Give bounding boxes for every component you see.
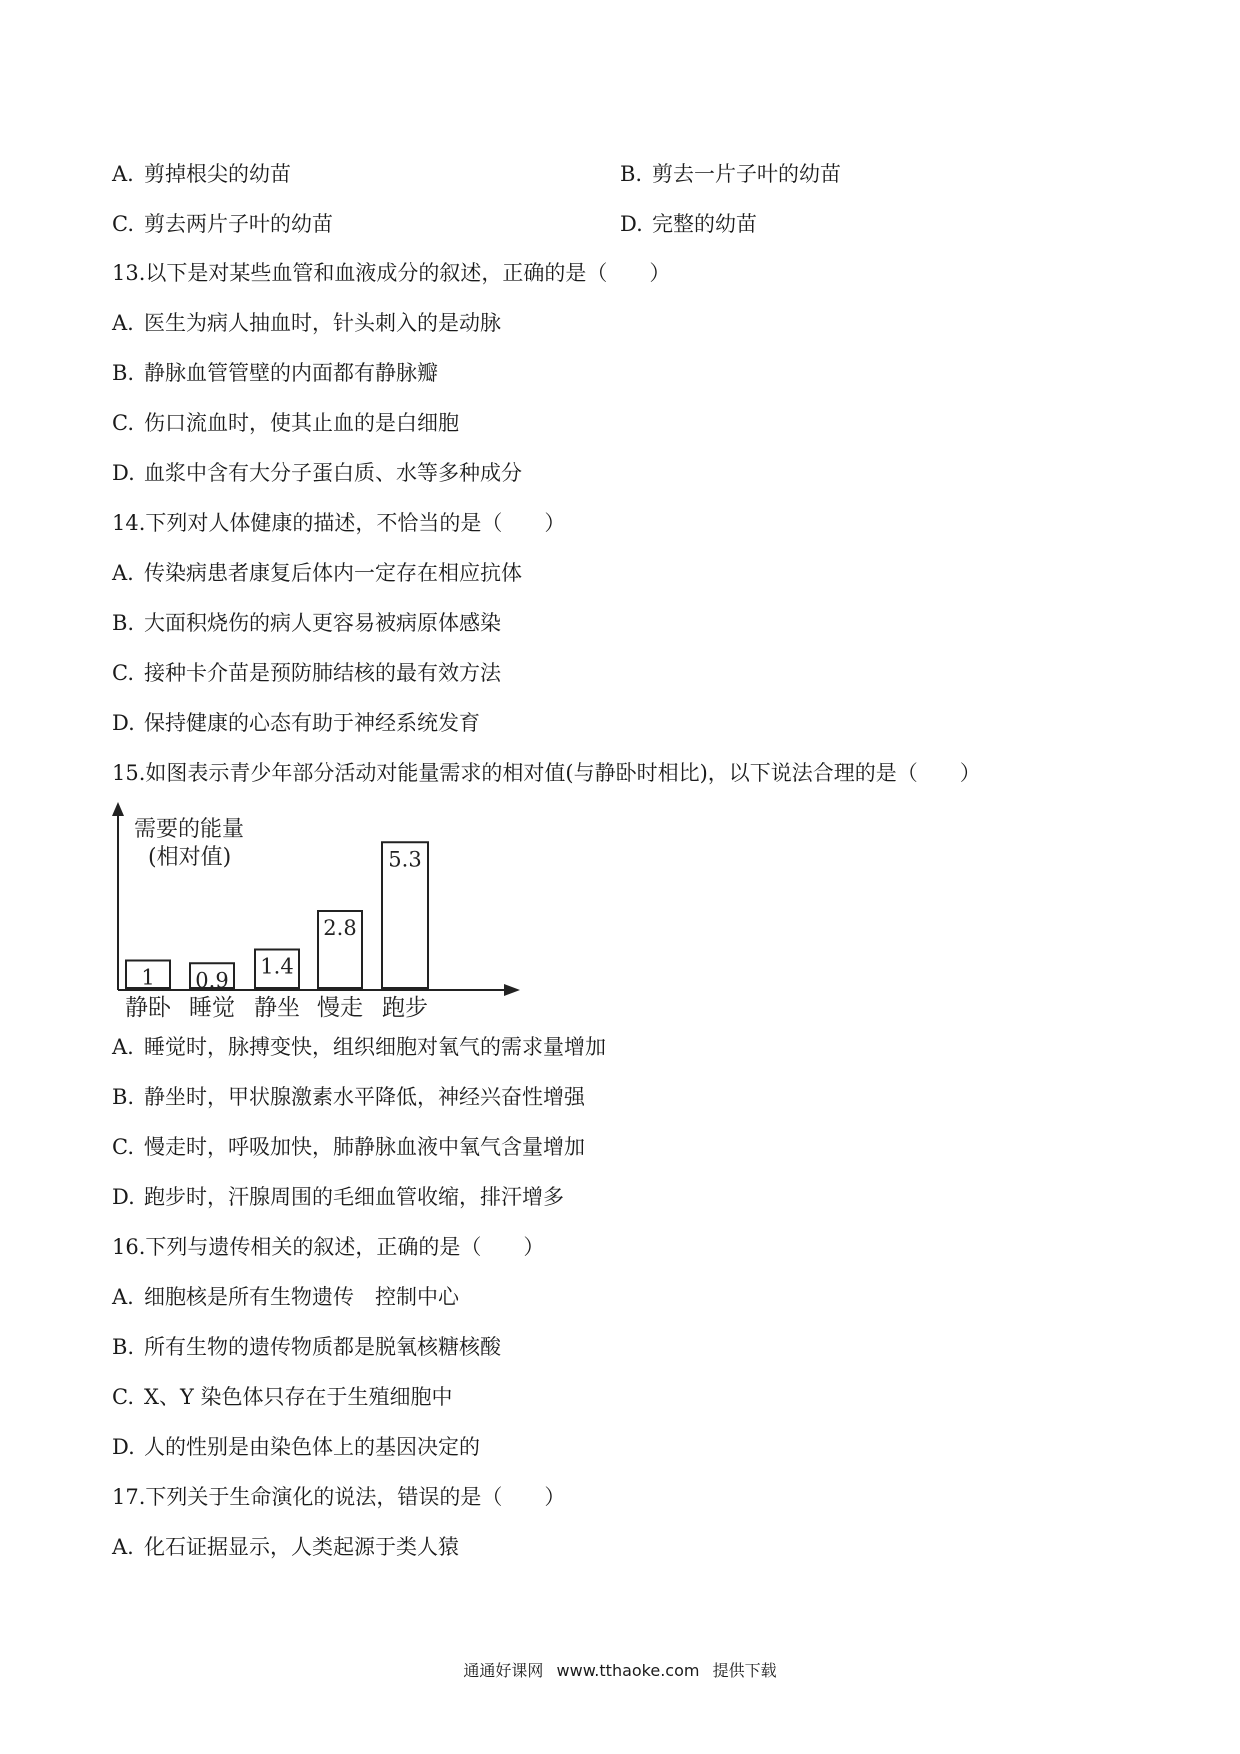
option-letter: D. bbox=[112, 461, 135, 485]
q16-option-d bbox=[112, 1433, 480, 1461]
option-letter: C. bbox=[112, 212, 134, 236]
option-text: 静坐时，甲状腺激素水平降低，神经兴奋性增强 bbox=[144, 1085, 585, 1109]
y-axis-label-line1: 需要的能量 bbox=[134, 817, 245, 842]
q15-option-c bbox=[112, 1133, 585, 1161]
q13-option-d bbox=[112, 459, 522, 487]
q16-option-c bbox=[112, 1383, 453, 1411]
option-text: 所有生物的遗传物质都是脱氧核糖核酸 bbox=[144, 1335, 501, 1359]
option-letter: A. bbox=[112, 311, 134, 335]
q12-option-d bbox=[620, 210, 757, 238]
option-letter: A. bbox=[112, 1035, 134, 1059]
option-letter: A. bbox=[112, 1535, 134, 1559]
q15-option-a bbox=[112, 1033, 606, 1061]
bar-value-label-3: 1.4 bbox=[260, 954, 294, 979]
option-letter: C. bbox=[112, 411, 134, 435]
option-letter: C. bbox=[112, 661, 134, 685]
bar-value-label-2: 0.9 bbox=[195, 968, 229, 993]
option-letter: D. bbox=[620, 212, 643, 236]
option-text: 慢走时，呼吸加快，肺静脉血液中氧气含量增加 bbox=[144, 1135, 585, 1159]
page-footer bbox=[0, 1658, 1240, 1681]
q16-option-b bbox=[112, 1333, 501, 1361]
option-text: 医生为病人抽血时，针头刺入的是动脉 bbox=[144, 311, 501, 335]
option-text: 人的性别是由染色体上的基因决定的 bbox=[144, 1435, 480, 1459]
footer-url[interactable]: www.tthaoke.com bbox=[556, 1661, 700, 1680]
option-text: 细胞核是所有生物遗传 控制中心 bbox=[144, 1285, 459, 1309]
option-letter: B. bbox=[112, 1085, 135, 1109]
q16-option-a bbox=[112, 1283, 459, 1311]
option-letter: C. bbox=[112, 1385, 134, 1409]
q14-option-b bbox=[112, 609, 501, 637]
category-label-3: 静坐 bbox=[254, 995, 300, 1021]
q16-stem: 16.下列与遗传相关的叙述，正确的是（ ） bbox=[112, 1235, 545, 1259]
category-label-4: 慢走 bbox=[317, 995, 363, 1021]
category-label-5: 跑步 bbox=[382, 995, 428, 1021]
category-label-1: 静卧 bbox=[125, 995, 171, 1021]
option-letter: B. bbox=[112, 361, 135, 385]
option-text: 静脉血管管壁的内面都有静脉瓣 bbox=[144, 361, 438, 385]
q17-stem: 17.下列关于生命演化的说法，错误的是（ ） bbox=[112, 1485, 566, 1509]
q15-option-d bbox=[112, 1183, 564, 1211]
option-text: 伤口流血时，使其止血的是白细胞 bbox=[144, 411, 459, 435]
option-letter: C. bbox=[112, 1135, 134, 1159]
option-text: 传染病患者康复后体内一定存在相应抗体 bbox=[144, 561, 522, 585]
q14-option-c bbox=[112, 659, 501, 687]
q17-option-a bbox=[112, 1533, 459, 1561]
q14-stem: 14.下列对人体健康的描述，不恰当的是（ ） bbox=[112, 511, 566, 535]
bar-value-label-4: 2.8 bbox=[323, 916, 357, 940]
q12-option-c bbox=[112, 210, 333, 238]
q15-option-b bbox=[112, 1083, 585, 1111]
category-label-2: 睡觉 bbox=[189, 995, 235, 1021]
chart-category-labels bbox=[125, 995, 428, 1021]
q13-option-a bbox=[112, 309, 501, 337]
q14-option-a bbox=[112, 559, 522, 587]
q15-stem: 15.如图表示青少年部分活动对能量需求的相对值(与静卧时相比)，以下说法合理的是（ ） bbox=[112, 761, 981, 785]
y-axis-label-line2: (相对值) bbox=[148, 845, 232, 870]
footer-suffix: 提供下载 bbox=[712, 1661, 777, 1680]
option-letter: A. bbox=[112, 561, 134, 585]
q13-option-c bbox=[112, 409, 459, 437]
option-text: 化石证据显示，人类起源于类人猿 bbox=[144, 1535, 459, 1559]
option-text: 大面积烧伤的病人更容易被病原体感染 bbox=[144, 611, 501, 635]
q13-option-b bbox=[112, 359, 438, 387]
option-text: 接种卡介苗是预防肺结核的最有效方法 bbox=[144, 661, 501, 685]
option-letter: B. bbox=[620, 162, 643, 186]
option-text: 剪去一片子叶的幼苗 bbox=[652, 162, 841, 186]
option-text: 睡觉时，脉搏变快，组织细胞对氧气的需求量增加 bbox=[144, 1035, 606, 1059]
option-letter: A. bbox=[112, 1285, 134, 1309]
option-text: 剪掉根尖的幼苗 bbox=[144, 162, 291, 186]
option-text: 保持健康的心态有助于神经系统发育 bbox=[144, 711, 480, 735]
bar-value-label-5: 5.3 bbox=[388, 847, 422, 872]
option-text: 剪去两片子叶的幼苗 bbox=[144, 212, 333, 236]
x-axis-arrow bbox=[504, 984, 520, 996]
q13-stem: 13.以下是对某些血管和血液成分的叙述，正确的是（ ） bbox=[112, 261, 671, 285]
q14-option-d bbox=[112, 709, 480, 737]
q12-option-a bbox=[112, 160, 291, 188]
footer-site-name: 通通好课网 bbox=[463, 1661, 544, 1680]
option-letter: D. bbox=[112, 1185, 135, 1209]
bar-value-label-1: 1 bbox=[141, 965, 155, 990]
option-text: X、Y 染色体只存在于生殖细胞中 bbox=[144, 1385, 453, 1409]
option-text: 完整的幼苗 bbox=[652, 212, 757, 236]
option-letter: B. bbox=[112, 611, 135, 635]
option-letter: B. bbox=[112, 1335, 135, 1359]
option-letter: D. bbox=[112, 711, 135, 735]
energy-bar-chart bbox=[108, 800, 528, 1025]
option-text: 跑步时，汗腺周围的毛细血管收缩，排汗增多 bbox=[144, 1185, 564, 1209]
q12-option-b bbox=[620, 160, 841, 188]
y-axis-arrow bbox=[112, 802, 124, 816]
option-letter: D. bbox=[112, 1435, 135, 1459]
option-text: 血浆中含有大分子蛋白质、水等多种成分 bbox=[144, 461, 522, 485]
option-letter: A. bbox=[112, 162, 134, 186]
